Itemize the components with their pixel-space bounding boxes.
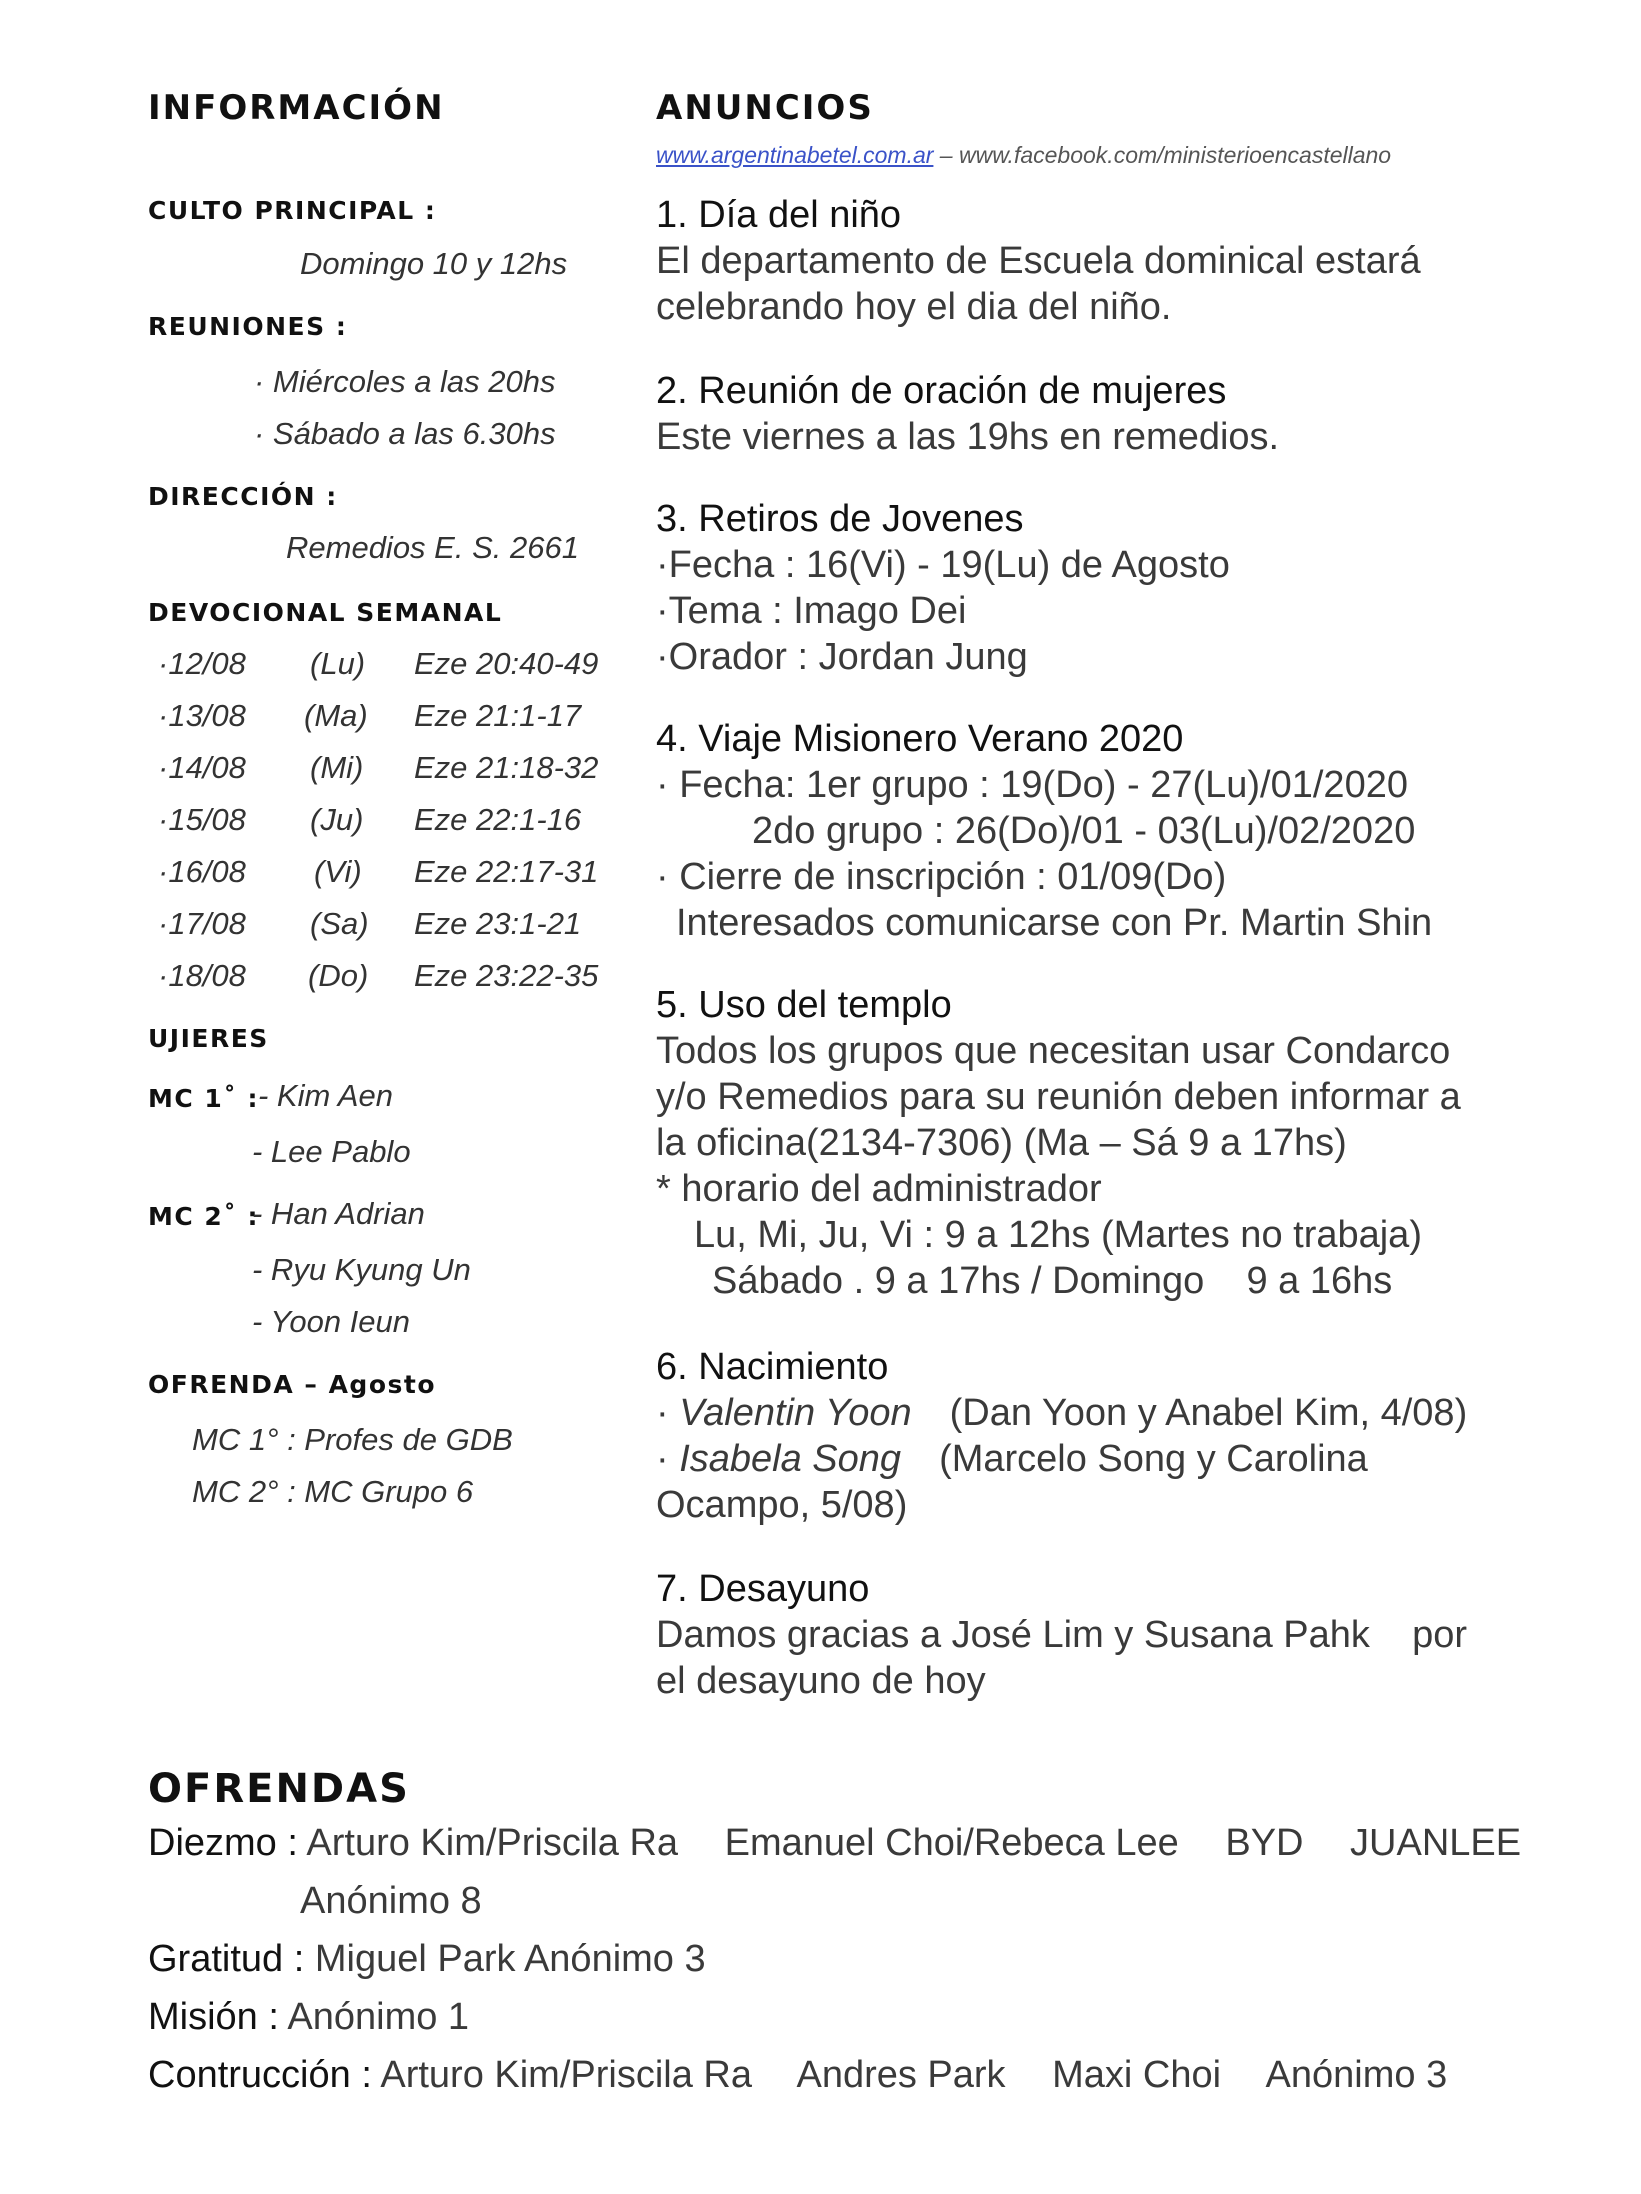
gratitud-row	[148, 1938, 706, 1981]
announcement-line: la oficina(2134-7306) (Ma – Sá 9 a 17hs)	[656, 1122, 1347, 1164]
mision-label: Misión :	[148, 1996, 279, 2038]
ofrendas-title: OFRENDAS	[148, 1766, 410, 1812]
devocional-day: (Mi)	[310, 750, 364, 785]
parents: (Dan Yoon y Anabel Kim, 4/08)	[949, 1392, 1468, 1434]
direccion-value: Remedios E. S. 2661	[286, 530, 579, 565]
announcement-3	[656, 496, 1556, 680]
donor: Arturo Kim/Priscila Ra	[380, 2054, 752, 2096]
devocional-day: (Do)	[308, 958, 369, 993]
devocional-ref: Eze 20:40-49	[414, 646, 599, 681]
devocional-ref: Eze 23:22-35	[414, 958, 599, 993]
devocional-date: ·18/08	[158, 958, 246, 993]
devocional-ref: Eze 21:18-32	[414, 750, 599, 785]
announcement-1	[656, 192, 1556, 330]
usher-name: - Han Adrian	[252, 1196, 425, 1231]
devocional-date: ·12/08	[158, 646, 246, 681]
announcement-7	[656, 1566, 1556, 1704]
announcement-line: Damos gracias a José Lim y Susana Pahk por	[656, 1614, 1468, 1656]
devocional-label: DEVOCIONAL SEMANAL	[148, 598, 503, 627]
announcement-line: celebrando hoy el dia del niño.	[656, 286, 1172, 328]
donor: Arturo Kim/Priscila Ra	[306, 1822, 679, 1864]
announcement-4	[656, 716, 1556, 946]
links-line	[656, 142, 1391, 169]
devocional-day: (Ma)	[304, 698, 368, 733]
devocional-day: (Sa)	[310, 906, 369, 941]
devocional-ref: Eze 22:17-31	[414, 854, 599, 889]
announcement-line: ·Tema : Imago Dei	[656, 590, 967, 632]
announcement-line: Interesados comunicarse con Pr. Martin Shin	[676, 902, 1433, 944]
announcement-title: 4. Viaje Misionero Verano 2020	[656, 718, 1184, 760]
announcement-line: ·Orador : Jordan Jung	[656, 636, 1028, 678]
announcement-line: Este viernes a las 19hs en remedios.	[656, 416, 1280, 458]
facebook-link[interactable]: www.facebook.com/ministerioencastellano	[959, 142, 1392, 168]
website-link[interactable]: www.argentinabetel.com.ar	[656, 142, 934, 168]
mision-row	[148, 1996, 469, 2039]
baby-name: Valentin Yoon	[679, 1392, 912, 1434]
mc1-label: MC 1˚ :	[148, 1084, 260, 1113]
devocional-day: (Ju)	[310, 802, 364, 837]
bullet: ·	[656, 1438, 680, 1480]
reuniones-label: REUNIONES :	[148, 312, 348, 341]
baby-name: Isabela Song	[679, 1438, 902, 1480]
anuncios-title: ANUNCIOS	[656, 88, 874, 128]
donor: Maxi Choi	[1052, 2054, 1222, 2096]
gratitud-label: Gratitud :	[148, 1938, 305, 1980]
announcement-line: · Cierre de inscripción : 01/09(Do)	[656, 856, 1227, 898]
ofrenda-item: MC 2° : MC Grupo 6	[192, 1474, 474, 1509]
devocional-ref: Eze 22:1-16	[414, 802, 582, 837]
announcement-5	[656, 982, 1556, 1304]
devocional-date: ·17/08	[158, 906, 246, 941]
link-separator: –	[933, 142, 959, 168]
birth-line	[656, 1436, 1556, 1482]
announcement-title: 7. Desayuno	[656, 1568, 870, 1610]
announcement-title: 3. Retiros de Jovenes	[656, 498, 1024, 540]
devocional-ref: Eze 23:1-21	[414, 906, 582, 941]
announcement-line: El departamento de Escuela dominical estará	[656, 240, 1421, 282]
donor: BYD	[1225, 1822, 1304, 1864]
contruccion-label: Contrucción :	[148, 2054, 372, 2096]
info-title: INFORMACIÓN	[148, 88, 445, 128]
devocional-ref: Eze 21:1-17	[414, 698, 582, 733]
birth-line-continued: Ocampo, 5/08)	[656, 1484, 908, 1526]
ofrenda-label: OFRENDA – Agosto	[148, 1370, 437, 1399]
donor: Emanuel Choi/Rebeca Lee	[724, 1822, 1179, 1864]
donor: Andres Park	[796, 2054, 1006, 2096]
announcement-line: Sábado . 9 a 17hs / Domingo 9 a 16hs	[712, 1260, 1393, 1302]
announcement-line: · Fecha: 1er grupo : 19(Do) - 27(Lu)/01/2020	[656, 764, 1408, 806]
announcement-line: el desayuno de hoy	[656, 1660, 986, 1702]
announcement-6	[656, 1344, 1556, 1528]
devocional-date: ·13/08	[158, 698, 246, 733]
contruccion-row	[148, 2054, 1447, 2097]
announcement-title: 5. Uso del templo	[656, 984, 952, 1026]
reuniones-item: · Miércoles a las 20hs	[254, 364, 556, 399]
ujieres-label: UJIERES	[148, 1024, 269, 1053]
announcement-title: 1. Día del niño	[656, 194, 902, 236]
announcement-line: y/o Remedios para su reunión deben informar a	[656, 1076, 1461, 1118]
donor: Anónimo 1	[287, 1996, 470, 2038]
announcement-line: 2do grupo : 26(Do)/01 - 03(Lu)/02/2020	[752, 810, 1416, 852]
usher-name: - Yoon Ieun	[252, 1304, 411, 1339]
diezmo-label: Diezmo :	[148, 1822, 298, 1864]
bullet: ·	[656, 1392, 680, 1434]
announcement-line: ·Fecha : 16(Vi) - 19(Lu) de Agosto	[656, 544, 1230, 586]
donor: JUANLEE	[1350, 1822, 1522, 1864]
usher-name: - Ryu Kyung Un	[252, 1252, 471, 1287]
announcement-2	[656, 368, 1556, 460]
birth-line	[656, 1390, 1556, 1436]
announcement-title: 6. Nacimiento	[656, 1346, 889, 1388]
ofrenda-item: MC 1° : Profes de GDB	[192, 1422, 513, 1457]
devocional-date: ·15/08	[158, 802, 246, 837]
culto-label: CULTO PRINCIPAL :	[148, 196, 437, 225]
reuniones-item: · Sábado a las 6.30hs	[254, 416, 556, 451]
announcement-line: Todos los grupos que necesitan usar Condarco	[656, 1030, 1451, 1072]
usher-name: - Kim Aen	[258, 1078, 393, 1113]
culto-value: Domingo 10 y 12hs	[300, 246, 568, 281]
mc2-label: MC 2˚ :	[148, 1202, 260, 1231]
diezmo-continued: Anónimo 8	[300, 1880, 482, 1922]
announcement-line: * horario del administrador	[656, 1168, 1102, 1210]
donor: Miguel Park Anónimo 3	[314, 1938, 706, 1980]
parents: (Marcelo Song y Carolina	[939, 1438, 1368, 1480]
announcement-line: Lu, Mi, Ju, Vi : 9 a 12hs (Martes no trabaja)	[694, 1214, 1422, 1256]
usher-name: - Lee Pablo	[252, 1134, 411, 1169]
announcement-title: 2. Reunión de oración de mujeres	[656, 370, 1227, 412]
donor: Anónimo 3	[1265, 2054, 1448, 2096]
devocional-day: (Lu)	[310, 646, 366, 681]
devocional-date: ·14/08	[158, 750, 246, 785]
diezmo-row	[148, 1822, 1521, 1865]
direccion-label: DIRECCIÓN :	[148, 482, 338, 511]
devocional-day: (Vi)	[314, 854, 362, 889]
devocional-date: ·16/08	[158, 854, 246, 889]
